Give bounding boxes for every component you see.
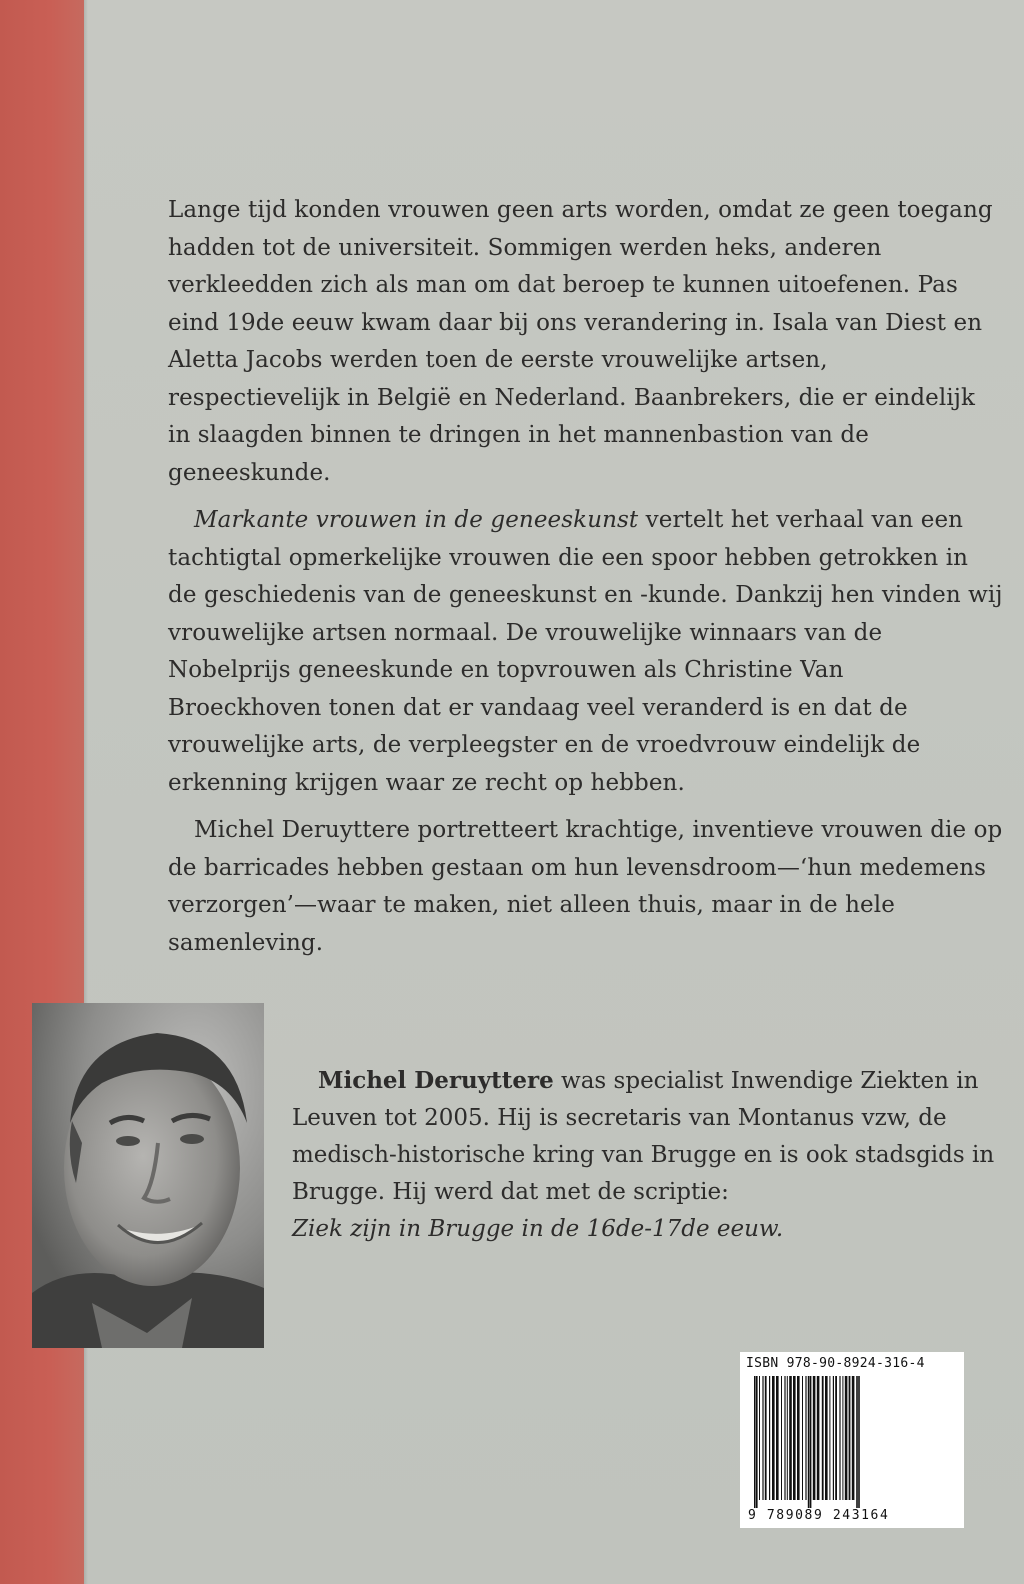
bio-paragraph bbox=[292, 1062, 1004, 1248]
isbn-label: ISBN 978-90-8924-316-4 bbox=[746, 1356, 925, 1371]
author-photo bbox=[32, 1003, 264, 1348]
blurb-paragraph-3: Michel Deruyttere portretteert krachtige, inventieve vrouwen die op de barricades hebben gestaan om hun levensdroom—‘hun medemens verzorgen’—waar te maken, niet alleen thuis, maar in de hele samenleving. bbox=[168, 817, 1003, 956]
blurb-paragraph-1: Lange tijd konden vrouwen geen arts worden, omdat ze geen toegang hadden tot de universiteit. Sommigen werden heks, anderen verkleedden zich als man om dat beroep te kunnen uitoefenen. Pas eind 19de eeuw kwam daar bij ons verandering in. Isala van Diest en Aletta Jacobs werden toen de eerste vrouwelijke artsen, respectievelijk in België en Nederland. Baanbrekers, die er eindelijk in slaagden binnen te dringen in het mannenbastion van de geneeskunde. bbox=[168, 197, 993, 486]
blurb-paragraph-2-text: vertelt het verhaal van een tachtigtal opmerkelijke vrouwen die een spoor hebben getrokken in de geschiedenis van de geneeskunst en -kunde. Dankzij hen vinden wij vrouwelijke artsen normaal. De vrouwelijke winnaars van de Nobelprijs geneeskunde en topvrouwen als Christine Van Broeckhoven tonen dat er vandaag veel veranderd is en dat de vrouwelijke arts, de verpleegster en de vroedvrouw eindelijk de erkenning krijgen waar ze recht op hebben. bbox=[168, 507, 1003, 796]
blurb-text bbox=[168, 192, 1004, 972]
barcode-digits: 9 789089 243164 bbox=[748, 1508, 890, 1523]
bio-text: was specialist Inwendige Ziekten in Leuven tot 2005. Hij is secretaris van Montanus vzw, de medisch-historische kring van Brugge en is ook stadsgids in Brugge. Hij werd dat met de scriptie: bbox=[292, 1068, 995, 1205]
barcode-label bbox=[740, 1352, 964, 1528]
barcode-bars bbox=[748, 1376, 956, 1508]
blurb-paragraph-2 bbox=[168, 502, 1004, 802]
author-name: Michel Deruyttere bbox=[318, 1067, 554, 1094]
author-bio bbox=[292, 1062, 1004, 1248]
thesis-title: Ziek zijn in Brugge in de 16de-17de eeuw. bbox=[292, 1216, 784, 1242]
book-title: Markante vrouwen in de geneeskunst bbox=[194, 507, 639, 533]
